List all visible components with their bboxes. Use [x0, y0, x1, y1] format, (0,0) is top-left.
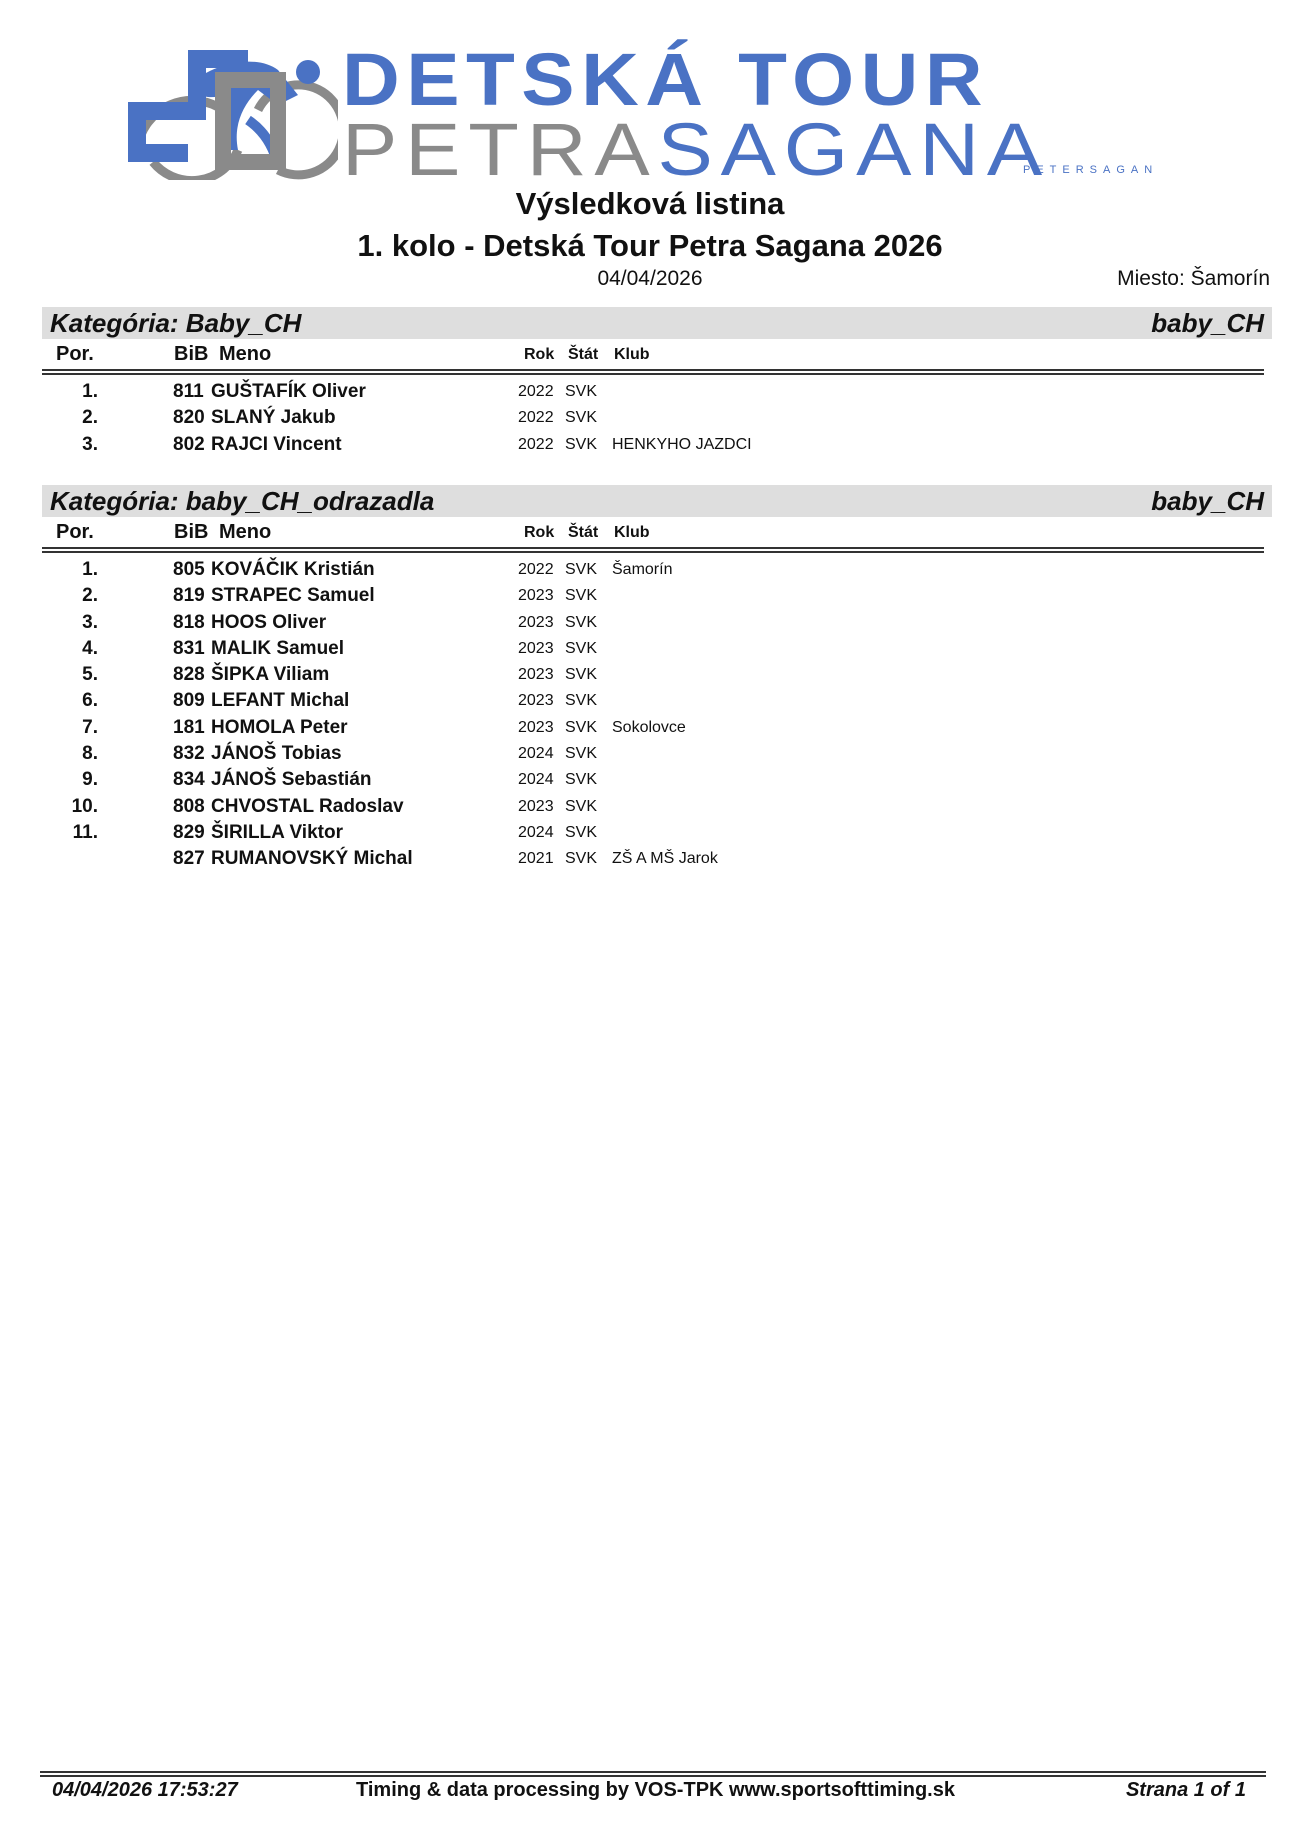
row-position: 5. — [82, 664, 98, 686]
event-date: 04/04/2026 — [597, 267, 703, 290]
result-row — [42, 846, 1272, 872]
footer-page-number: Strana 1 of 1 — [1125, 1779, 1246, 1801]
row-name: JÁNOŠ Sebastián — [211, 769, 372, 791]
col-stat: Štát — [568, 346, 599, 363]
row-year: 2021 — [518, 850, 554, 868]
row-country: SVK — [565, 409, 598, 427]
row-name: STRAPEC Samuel — [211, 585, 375, 607]
row-name: JÁNOŠ Tobias — [211, 743, 342, 765]
row-position: 2. — [82, 585, 98, 607]
row-name: RAJCI Vincent — [211, 433, 342, 455]
row-country: SVK — [565, 745, 598, 763]
result-row — [42, 610, 1272, 636]
footer-credit: Timing & data processing by VOS-TPK www.sportsofttiming.sk — [356, 1779, 955, 1801]
row-year: 2022 — [518, 435, 554, 453]
col-por: Por. — [56, 343, 94, 365]
event-logo — [128, 38, 1188, 191]
row-bib: 827 — [173, 848, 205, 870]
result-row — [42, 662, 1272, 688]
row-country: SVK — [565, 718, 598, 736]
document-title: Výsledková listina — [515, 186, 785, 221]
row-year: 2023 — [518, 666, 554, 684]
row-year: 2022 — [518, 561, 554, 578]
row-bib: 834 — [173, 769, 205, 791]
row-position: 7. — [82, 716, 98, 738]
row-name: LEFANT Michal — [211, 690, 350, 712]
row-position: 1. — [82, 559, 98, 580]
row-bib: 808 — [173, 795, 205, 817]
col-klub: Klub — [614, 346, 650, 363]
row-name: CHVOSTAL Radoslav — [211, 795, 404, 817]
row-position: 3. — [82, 611, 98, 633]
result-row — [42, 715, 1272, 741]
row-country: SVK — [565, 587, 598, 605]
logo-title-line1: DETSKÁ TOUR — [342, 38, 990, 121]
result-row — [42, 583, 1272, 609]
col-stat: Štát — [568, 524, 599, 541]
row-bib: 828 — [173, 664, 205, 686]
result-row — [42, 405, 1272, 431]
row-bib: 181 — [173, 716, 205, 738]
row-country: SVK — [565, 692, 598, 710]
row-country: SVK — [565, 561, 598, 578]
row-name: KOVÁČIK Kristián — [211, 559, 375, 580]
row-bib: 818 — [173, 611, 205, 633]
row-club: HENKYHO JAZDCI — [612, 435, 752, 453]
row-name: SLANÝ Jakub — [211, 407, 336, 429]
row-country: SVK — [565, 383, 598, 400]
row-bib: 805 — [173, 559, 205, 580]
row-club: Sokolovce — [612, 718, 686, 736]
col-meno: Meno — [219, 521, 272, 543]
row-position: 10. — [71, 795, 98, 817]
row-country: SVK — [565, 639, 598, 657]
row-country: SVK — [565, 823, 598, 841]
header-rule — [42, 547, 1264, 553]
col-bib: BiB — [174, 521, 209, 543]
row-year: 2024 — [518, 823, 554, 841]
results-list — [42, 557, 1272, 873]
logo-subtitle: PETERSAGAN — [1023, 164, 1159, 176]
row-year: 2023 — [518, 692, 554, 710]
row-name: RUMANOVSKÝ Michal — [211, 848, 413, 870]
row-year: 2023 — [518, 587, 554, 605]
logo-word-sagana: SAGANA — [657, 108, 1051, 191]
row-country: SVK — [565, 797, 598, 815]
header-rule — [42, 369, 1264, 375]
col-por: Por. — [56, 521, 94, 543]
row-position: 11. — [72, 821, 98, 843]
row-year: 2022 — [518, 383, 554, 400]
col-rok: Rok — [524, 524, 555, 541]
event-title: 1. kolo - Detská Tour Petra Sagana 2026 — [357, 228, 943, 263]
row-bib: 802 — [173, 433, 205, 455]
row-position: 3. — [82, 433, 98, 455]
column-header — [42, 517, 1272, 545]
category-bar — [42, 485, 1272, 517]
row-year: 2023 — [518, 797, 554, 815]
row-country: SVK — [565, 613, 598, 631]
row-position: 1. — [82, 381, 98, 402]
row-bib: 819 — [173, 585, 205, 607]
row-year: 2024 — [518, 771, 554, 789]
category-section-baby-ch-odrazadla — [42, 485, 1272, 873]
row-position: 9. — [82, 769, 98, 791]
result-row — [42, 432, 1272, 458]
row-club: ZŠ A MŠ Jarok — [612, 850, 718, 868]
col-rok: Rok — [524, 346, 555, 363]
category-bar — [42, 307, 1272, 339]
footer-timestamp: 04/04/2026 17:53:27 — [52, 1779, 238, 1801]
result-row — [42, 688, 1272, 714]
row-name: HOOS Oliver — [211, 611, 327, 633]
row-club: Šamorín — [612, 561, 673, 578]
results-list — [42, 379, 1272, 458]
col-bib: BiB — [174, 343, 209, 365]
result-row — [42, 557, 1272, 583]
category-code: baby_CH — [1151, 486, 1264, 516]
row-name: HOMOLA Peter — [211, 716, 348, 738]
category-code: baby_CH — [1151, 308, 1264, 338]
row-name: ŠIRILLA Viktor — [211, 821, 343, 843]
row-year: 2023 — [518, 718, 554, 736]
col-klub: Klub — [614, 524, 650, 541]
row-name: MALIK Samuel — [211, 637, 345, 659]
row-position: 6. — [82, 690, 98, 712]
row-year: 2023 — [518, 613, 554, 631]
result-row — [42, 636, 1272, 662]
result-row — [42, 741, 1272, 767]
row-position: 8. — [82, 743, 98, 765]
footer — [40, 1779, 1266, 1809]
row-position: 2. — [82, 407, 98, 429]
category-title: Kategória: baby_CH_odrazadla — [50, 486, 435, 516]
row-bib: 820 — [173, 407, 205, 429]
row-country: SVK — [565, 771, 598, 789]
result-row — [42, 379, 1272, 405]
row-bib: 832 — [173, 743, 205, 765]
row-country: SVK — [565, 435, 598, 453]
result-row — [42, 820, 1272, 846]
row-year: 2023 — [518, 639, 554, 657]
category-title: Kategória: Baby_CH — [50, 308, 302, 338]
row-year: 2024 — [518, 745, 554, 763]
event-place: Miesto: Šamorín — [1117, 267, 1270, 290]
col-meno: Meno — [219, 343, 272, 365]
column-header — [42, 339, 1272, 367]
logo-title-line2 — [342, 110, 1050, 190]
row-name: ŠIPKA Viliam — [211, 664, 330, 686]
ps-monogram-icon — [128, 50, 293, 170]
footer-rule — [40, 1771, 1266, 1777]
row-bib: 831 — [173, 637, 205, 659]
row-year: 2022 — [518, 409, 554, 427]
row-bib: 829 — [173, 821, 205, 843]
row-name: GUŠTAFÍK Oliver — [211, 381, 366, 402]
row-bib: 809 — [173, 690, 205, 712]
row-bib: 811 — [173, 381, 204, 402]
category-section-baby-ch — [42, 307, 1272, 458]
result-row — [42, 767, 1272, 793]
row-country: SVK — [565, 666, 598, 684]
row-country: SVK — [565, 850, 598, 868]
logo-word-petra: PETRA — [342, 108, 658, 191]
result-row — [42, 794, 1272, 820]
row-position: 4. — [82, 637, 98, 659]
